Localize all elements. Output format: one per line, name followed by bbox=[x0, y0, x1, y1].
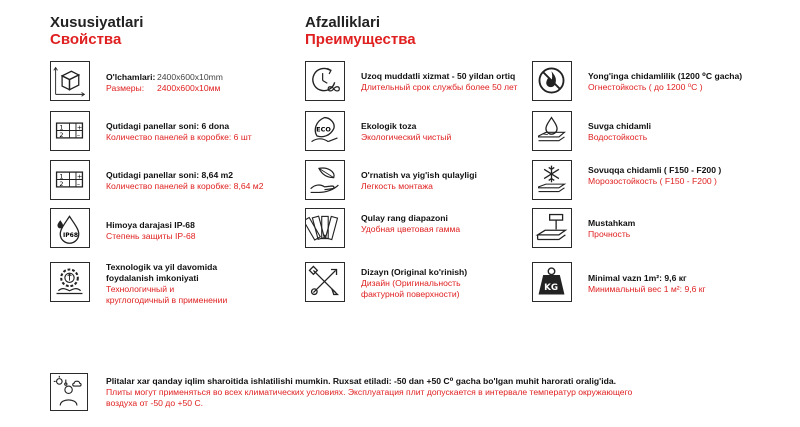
panel-area-en: Qutidagi panellar soni: 8,64 m2 bbox=[106, 170, 234, 180]
snowflake-icon bbox=[532, 160, 572, 200]
right-section-subtitle: Преимущества bbox=[305, 31, 416, 48]
climate-conditions-note bbox=[50, 373, 752, 413]
feature-text bbox=[106, 170, 263, 192]
feature-text bbox=[588, 273, 706, 295]
feature-text bbox=[106, 220, 196, 242]
dimensions-value-ru: 2400x600x10мм bbox=[157, 83, 221, 93]
feature-text bbox=[106, 72, 223, 94]
left-section-title: Xususiyatlari bbox=[50, 14, 144, 31]
protection-ru: Степень защиты IP-68 bbox=[106, 231, 196, 241]
design-tools-icon bbox=[305, 262, 345, 302]
feature-text bbox=[361, 121, 451, 143]
panel-count-icon bbox=[50, 111, 90, 151]
design-ru-line1: Дизайн (Оригинальность bbox=[361, 278, 461, 288]
minimal-weight-ru: Минимальный вес 1 м²: 9,6 кг bbox=[588, 284, 706, 294]
svg-text:2: 2 bbox=[59, 130, 64, 139]
color-range-ru: Удобная цветовая гамма bbox=[361, 224, 461, 234]
water-resistance-en: Suvga chidamli bbox=[588, 121, 652, 131]
protection-en: Himoya darajasi IP-68 bbox=[106, 220, 195, 230]
left-section-subtitle: Свойства bbox=[50, 31, 122, 48]
feature-text bbox=[361, 267, 467, 300]
installation-ru: Легкость монтажа bbox=[361, 181, 433, 191]
svg-text:+: + bbox=[76, 172, 83, 181]
dimensions-label-ru: Размеры: bbox=[106, 83, 145, 93]
ip68-drop-icon bbox=[50, 208, 90, 248]
right-section-title: Afzalliklari bbox=[305, 14, 381, 31]
water-resistance-ru: Водостойкость bbox=[588, 132, 648, 142]
installation-en: O'rnatish va yig'ish qulayligi bbox=[361, 170, 477, 180]
technology-ru-line1: Технологичный и bbox=[106, 284, 175, 294]
svg-text:–: – bbox=[76, 179, 81, 188]
svg-text:ECO: ECO bbox=[316, 125, 331, 134]
svg-text:+: + bbox=[76, 123, 83, 132]
cube-icon bbox=[50, 61, 90, 101]
color-palette-icon bbox=[305, 208, 345, 248]
water-drop-icon bbox=[532, 111, 572, 151]
left-section-header bbox=[50, 14, 143, 49]
design-en: Dizayn (Original ko'rinish) bbox=[361, 267, 468, 277]
durability-en: Mustahkam bbox=[588, 218, 636, 228]
fire-resistance-icon bbox=[532, 61, 572, 101]
feature-text bbox=[588, 218, 635, 240]
eco-en: Ekologik toza bbox=[361, 121, 417, 131]
svg-text:–: – bbox=[76, 130, 81, 139]
climate-ru-line2: воздуха от -50 до +50 С. bbox=[106, 398, 204, 408]
svg-text:1: 1 bbox=[59, 172, 64, 181]
panel-area-ru: Количество панелей в коробке: 8,64 м2 bbox=[106, 181, 264, 191]
feature-text bbox=[588, 121, 651, 143]
hammer-panel-icon bbox=[532, 208, 572, 248]
feature-text bbox=[361, 170, 477, 192]
dimensions-value-en: 2400x600x10mm bbox=[157, 72, 223, 82]
dimensions-label-en: O'lchamlari: bbox=[106, 72, 156, 82]
hand-feather-icon bbox=[305, 160, 345, 200]
svg-text:IP68: IP68 bbox=[63, 231, 79, 239]
feature-text bbox=[588, 71, 742, 93]
eco-leaf-icon bbox=[305, 111, 345, 151]
feature-text bbox=[361, 213, 460, 235]
minimal-weight-en: Minimal vazn 1m²: 9,6 кг bbox=[588, 273, 687, 283]
svg-text:KG: KG bbox=[544, 282, 559, 293]
gear-lightbulb-icon bbox=[50, 262, 90, 302]
design-ru-line2: фактурной поверхности) bbox=[361, 289, 460, 299]
clock-infinity-icon bbox=[305, 61, 345, 101]
person-climate-icon bbox=[50, 373, 88, 411]
climate-text bbox=[106, 376, 766, 409]
eco-ru: Экологический чистый bbox=[361, 132, 452, 142]
fire-resistance-en: Yong'inga chidamlilik (1200 ⁰C gacha) bbox=[588, 71, 743, 81]
fire-resistance-ru: Огнестойкость ( до 1200 ⁰С ) bbox=[588, 82, 703, 92]
long-service-ru: Длительный срок службы более 50 лет bbox=[361, 82, 518, 92]
panel-count-en: Qutidagi panellar soni: 6 dona bbox=[106, 121, 230, 131]
right-section-header bbox=[305, 14, 416, 49]
panel-count-ru: Количество панелей в коробке: 6 шт bbox=[106, 132, 252, 142]
climate-ru-line1: Плиты могут применяться во всех климатических условиях. Эксплуатация плит допускается в интервале температур окружающего bbox=[106, 387, 633, 397]
frost-resistance-en: Sovuqqa chidamli ( F150 - F200 ) bbox=[588, 165, 722, 175]
frost-resistance-ru: Морозостойкость ( F150 - F200 ) bbox=[588, 176, 717, 186]
climate-en: Plitalar xar qanday iqlim sharoitida ishlatilishi mumkin. Ruxsat etiladi: -50 dan +50 C⁰ gacha bo'lgan muhit harorati oralig'ida. bbox=[106, 376, 616, 386]
technology-en-line2: foydalanish imkoniyati bbox=[106, 273, 199, 283]
svg-text:2: 2 bbox=[59, 179, 64, 188]
technology-en-line1: Texnologik va yil davomida bbox=[106, 262, 218, 272]
feature-text bbox=[588, 165, 721, 187]
feature-text bbox=[361, 71, 517, 93]
panel-area-icon bbox=[50, 160, 90, 200]
feature-text bbox=[106, 262, 227, 306]
durability-ru: Прочность bbox=[588, 229, 631, 239]
feature-text bbox=[106, 121, 252, 143]
svg-text:1: 1 bbox=[59, 123, 64, 132]
kg-weight-icon bbox=[532, 262, 572, 302]
technology-ru-line2: круглогодичный в применении bbox=[106, 295, 228, 305]
long-service-en: Uzoq muddatli xizmat - 50 yildan ortiq bbox=[361, 71, 516, 81]
color-range-en: Qulay rang diapazoni bbox=[361, 213, 448, 223]
